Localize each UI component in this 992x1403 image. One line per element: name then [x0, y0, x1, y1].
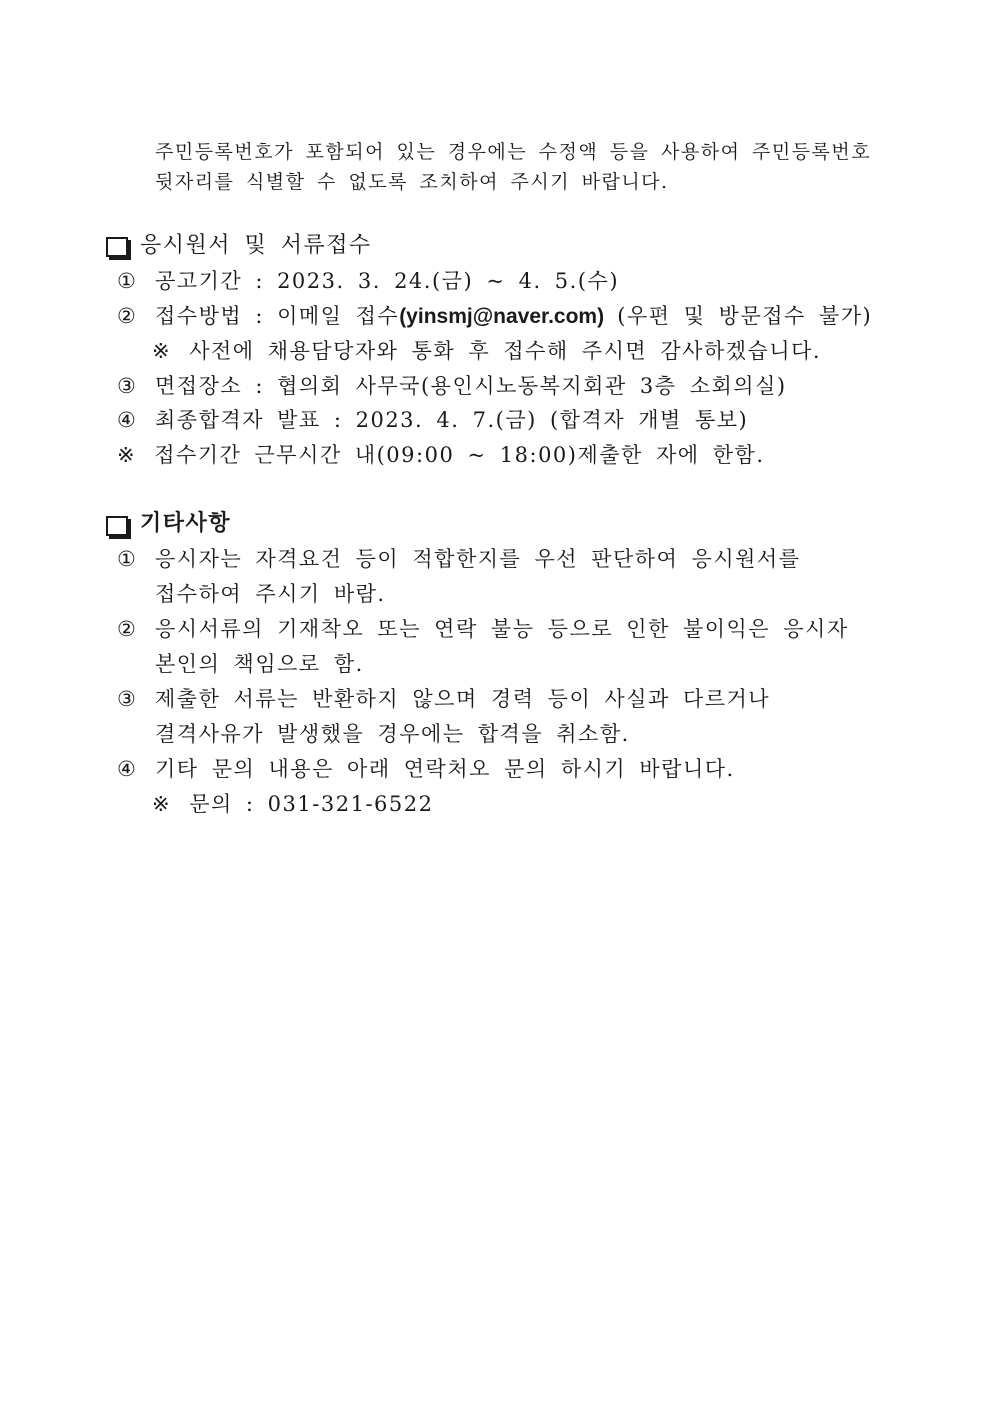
item-text: 최종합격자 발표 : 2023. 4. 7.(금) (합격자 개별 통보): [155, 408, 749, 432]
section-1-item-2-note: [152, 337, 821, 365]
section-1-item-4: [117, 406, 748, 434]
item-text-suffix: (우편 및 방문접수 불가): [604, 304, 873, 328]
reference-mark: ※: [152, 339, 172, 363]
reference-mark: ※: [117, 443, 137, 467]
section-2-item-1: [117, 545, 801, 573]
contact-text: 문의 : 031-321-6522: [189, 792, 434, 816]
section-2-item-2: [117, 615, 849, 643]
item-text: 공고기간 : 2023. 3. 24.(금) ~ 4. 5.(수): [155, 269, 620, 293]
item-text: 응시자는 자격요건 등이 적합한지를 우선 판단하여 응시원서를: [155, 547, 801, 571]
item-number: ③: [117, 687, 138, 711]
section-2-item-3-cont: 결격사유가 발생했을 경우에는 합격을 취소함.: [155, 722, 630, 746]
intro-line-1: 주민등록번호가 포함되어 있는 경우에는 수정액 등을 사용하여 주민등록번호: [155, 141, 872, 163]
note-text: 사전에 채용담당자와 통화 후 접수해 주시면 감사하겠습니다.: [189, 339, 822, 363]
item-number: ③: [117, 374, 138, 398]
item-number: ①: [117, 547, 138, 571]
contact-line: [152, 790, 434, 818]
item-text: 면접장소 : 협의회 사무국(용인시노동복지회관 3층 소회의실): [155, 374, 787, 398]
section-2-item-4: [117, 755, 735, 783]
section-2-item-1-cont: 접수하여 주시기 바람.: [155, 582, 386, 606]
item-number: ②: [117, 304, 138, 328]
section-1-item-2: [117, 302, 872, 331]
section-1-item-3: [117, 372, 787, 400]
item-text: 기타 문의 내용은 아래 연락처오 문의 하시기 바랍니다.: [155, 757, 735, 781]
reference-mark: ※: [152, 792, 172, 816]
item-number: ②: [117, 617, 138, 641]
item-text: 접수방법 : 이메일 접수: [155, 304, 400, 328]
item-number: ④: [117, 408, 138, 432]
item-text: 제출한 서류는 반환하지 않으며 경력 등이 사실과 다르거나: [155, 687, 771, 711]
item-number: ①: [117, 269, 138, 293]
email-address: (yinsmj@naver.com): [399, 305, 605, 328]
note-text: 접수기간 근무시간 내(09:00 ~ 18:00)제출한 자에 한함.: [154, 443, 765, 467]
checkbox-square-icon: [106, 237, 128, 257]
checkbox-square-icon: [106, 516, 128, 536]
intro-line-2: 뒷자리를 식별할 수 없도록 조치하여 주시기 바랍니다.: [155, 171, 669, 193]
item-number: ④: [117, 757, 138, 781]
item-text: 응시서류의 기재착오 또는 연락 불능 등으로 인한 불이익은 응시자: [155, 617, 849, 641]
section-2-item-3: [117, 685, 770, 713]
section-1-title: 응시원서 및 서류접수: [140, 233, 372, 258]
section-2-item-2-cont: 본인의 책임으로 함.: [155, 652, 364, 676]
section-1-note: [117, 441, 765, 469]
section-2-title: 기타사항: [140, 511, 232, 536]
section-1-item-1: [117, 267, 619, 295]
